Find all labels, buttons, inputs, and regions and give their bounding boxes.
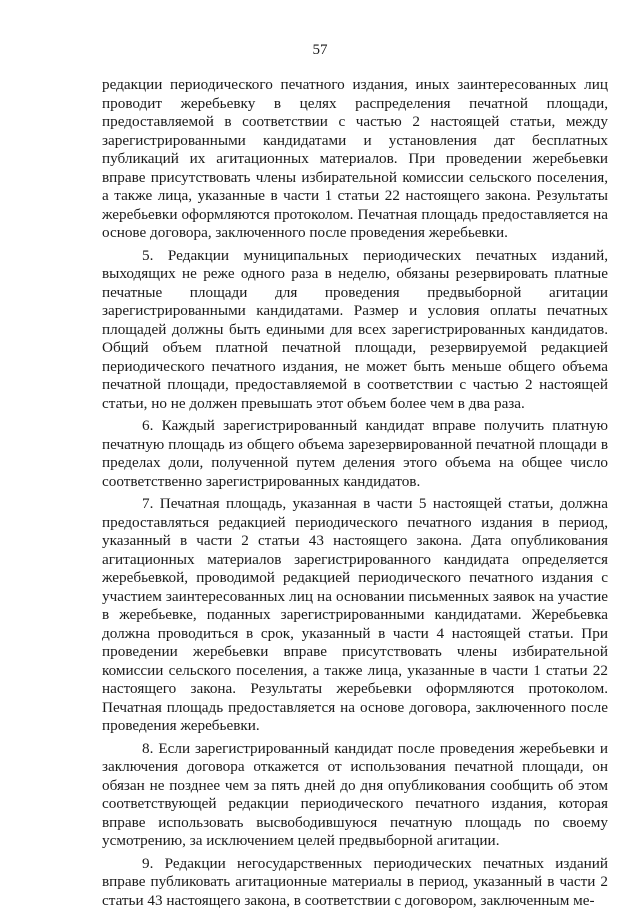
paragraph-item-7: 7. Печатная площадь, указанная в части 5 настоящей статьи, должна предоставляться редакцией периодического печатного издания в период, указанный в части 2 статьи 43 настоящего закона. Дата опубликования агитационных материалов зарегистрированного кандидата определяется жеребьевкой, проводимой редакцией периодического печатного издания с участием заинтересованных лиц на основании письменных заявок на участие в жеребьевке, поданных зарегистрированными кандидатами. Жеребьевка должна проводиться в срок, указанный в части 4 настоящей статьи. При проведении жеребьевки вправе присутствовать члены избирательной комиссии сельского поселения, а также лица, указанные в части 1 статьи 22 настоящего закона. Результаты жеребьевки оформляются протоколом. Печатная площадь предоставляется на основе договора, заключенного после проведения жеребьевки. (102, 495, 608, 734)
paragraph-item-9: 9. Редакции негосударственных периодических печатных изданий вправе публиковать агитационные материалы в период, указанный в части 2 статьи 43 настоящего закона, в соответствии с договором, заключенным ме- (102, 854, 608, 909)
document-body (102, 76, 608, 914)
paragraph-item-6: 6. Каждый зарегистрированный кандидат вправе получить платную печатную площадь из общего объема зарезервированной печатной площади в пределах доли, полученной путем деления этого объема на общее число соответственно зарегистрированных кандидатов. (102, 417, 608, 490)
paragraph-item-5: 5. Редакции муниципальных периодических печатных изданий, выходящих не реже одного раза в неделю, обязаны резервировать платные печатные площади для проведения предвыборной агитации зарегистрированными кандидатами. Размер и условия оплаты печатных площадей должны быть едиными для всех зарегистрированных кандидатов. Общий объем платной печатной площади, резервируемой редакцией периодического печатного издания, не может быть меньше общего объема печатной площади, предоставляемой в соответствии с частью 2 настоящей статьи, но не должен превышать этот объем более чем в два раза. (102, 246, 608, 412)
page-number: 57 (312, 42, 328, 58)
paragraph-continuation: редакции периодического печатного издания, иных заинтересованных лиц проводит жеребьевку в целях распределения печатной площади, предоставляемой в соответствии с частью 2 настоящей статьи, между зарегистрированными кандидатами и установления дат бесплатных публикаций их агитационных материалов. При проведении жеребьевки вправе присутствовать члены избирательной комиссии сельского поселения, а также лица, указанные в части 1 статьи 22 настоящего закона. Результаты жеребьевки оформляются протоколом. Печатная площадь предоставляется на основе договора, заключенного после проведения жеребьевки. (102, 76, 608, 241)
paragraph-item-8: 8. Если зарегистрированный кандидат после проведения жеребьевки и заключения договора откажется от использования печатной площади, он обязан не позднее чем за пять дней до дня опубликования сообщить об этом соответствующей редакции периодического печатного издания, которая вправе использовать высвободившуюся печатную площадь по своему усмотрению, за исключением целей предвыборной агитации. (102, 739, 608, 849)
